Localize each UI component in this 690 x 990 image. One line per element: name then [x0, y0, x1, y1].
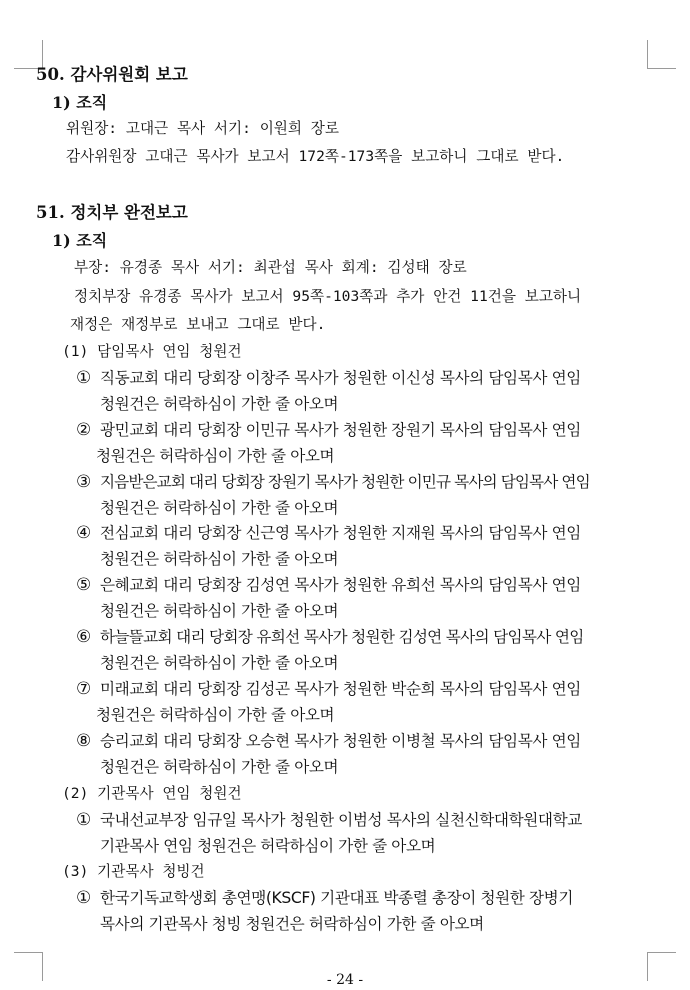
item-number: ⑧: [76, 731, 91, 751]
list-item: [76, 574, 581, 596]
list-item: [76, 471, 590, 493]
list-item: [76, 367, 581, 389]
section-51-subheading: 1) 조직: [52, 231, 108, 250]
list-item: [76, 419, 581, 441]
list-item-continuation: 기관목사 연임 청원건은 허락하심이 가한 줄 아오며: [100, 837, 436, 855]
section-51-officers: 부장: 유경종 목사 서기: 최관섭 목사 회계: 김성태 장로: [74, 259, 467, 276]
crop-mark-top-right: [647, 40, 676, 69]
section-50-officers: 위원장: 고대근 목사 서기: 이원희 장로: [66, 120, 339, 137]
item-text: 전심교회 대리 당회장 신근영 목사가 청원한 지재원 목사의 담임목사 연임: [100, 524, 581, 542]
item-number: ①: [76, 888, 91, 908]
list-item-continuation: 청원건은 허락하심이 가한 줄 아오며: [100, 758, 339, 776]
section-51-report-line-2: 재정은 재정부로 보내고 그대로 받다.: [70, 316, 326, 333]
item-number: ①: [76, 368, 91, 388]
list-item: [76, 678, 581, 700]
item-text: 국내선교부장 임규일 목사가 청원한 이범성 목사의 실천신학대학원대학교: [100, 811, 582, 829]
item-text: 직동교회 대리 당회장 이창주 목사가 청원한 이신성 목사의 담임목사 연임: [100, 369, 581, 387]
list-item-continuation: 청원건은 허락하심이 가한 줄 아오며: [100, 550, 339, 568]
list-item-continuation: 청원건은 허락하심이 가한 줄 아오며: [100, 654, 339, 672]
item-number: ⑦: [76, 679, 91, 699]
section-51-report-line-1: 정치부장 유경종 목사가 보고서 95쪽-103쪽과 추가 안건 11건을 보고하니: [74, 288, 582, 305]
group-title-pastor-renewal: (1) 담임목사 연임 청원건: [62, 343, 242, 360]
list-item: [76, 887, 573, 909]
item-number: ⑥: [76, 627, 91, 647]
item-number: ①: [76, 810, 91, 830]
item-number: ④: [76, 523, 91, 543]
list-item: [76, 626, 584, 648]
group-title-institution-renewal: (2) 기관목사 연임 청원건: [62, 785, 242, 802]
list-item: [76, 522, 581, 544]
list-item-continuation: 청원건은 허락하심이 가한 줄 아오며: [100, 395, 339, 413]
item-text: 한국기독교학생회 총연맹(KSCF) 기관대표 박종렬 총장이 청원한 장병기: [100, 889, 574, 907]
item-text: 승리교회 대리 당회장 오승현 목사가 청원한 이병철 목사의 담임목사 연임: [100, 732, 581, 750]
list-item: [76, 809, 582, 831]
list-item-continuation: 청원건은 허락하심이 가한 줄 아오며: [96, 706, 335, 724]
section-50-subheading: 1) 조직: [52, 93, 108, 112]
item-number: ②: [76, 420, 91, 440]
item-number: ⑤: [76, 575, 91, 595]
list-item: [76, 730, 581, 752]
item-text: 광민교회 대리 당회장 이민규 목사가 청원한 장원기 목사의 담임목사 연임: [100, 421, 581, 439]
page-number: - 24 -: [326, 972, 364, 988]
item-text: 하늘뜰교회 대리 당회장 유희선 목사가 청원한 김성연 목사의 담임목사 연임: [100, 628, 584, 646]
group-title-institution-call: (3) 기관목사 청빙건: [62, 863, 205, 880]
section-51-heading: 51. 정치부 완전보고: [36, 203, 188, 222]
list-item-continuation: 목사의 기관목사 청빙 청원건은 허락하심이 가한 줄 아오며: [100, 915, 484, 933]
section-50-heading: 50. 감사위원회 보고: [36, 65, 188, 84]
item-text: 은혜교회 대리 당회장 김성연 목사가 청원한 유희선 목사의 담임목사 연임: [100, 576, 581, 594]
item-text: 미래교회 대리 당회장 김성곤 목사가 청원한 박순희 목사의 담임목사 연임: [100, 680, 581, 698]
list-item-continuation: 청원건은 허락하심이 가한 줄 아오며: [96, 447, 335, 465]
item-number: ③: [76, 472, 91, 492]
item-text: 지음받은교회 대리 당회장 장원기 목사가 청원한 이민규 목사의 담임목사 연임: [100, 473, 590, 491]
section-50-report: 감사위원장 고대근 목사가 보고서 172쪽-173쪽을 보고하니 그대로 받다.: [66, 148, 565, 165]
list-item-continuation: 청원건은 허락하심이 가한 줄 아오며: [100, 499, 339, 517]
list-item-continuation: 청원건은 허락하심이 가한 줄 아오며: [100, 602, 339, 620]
